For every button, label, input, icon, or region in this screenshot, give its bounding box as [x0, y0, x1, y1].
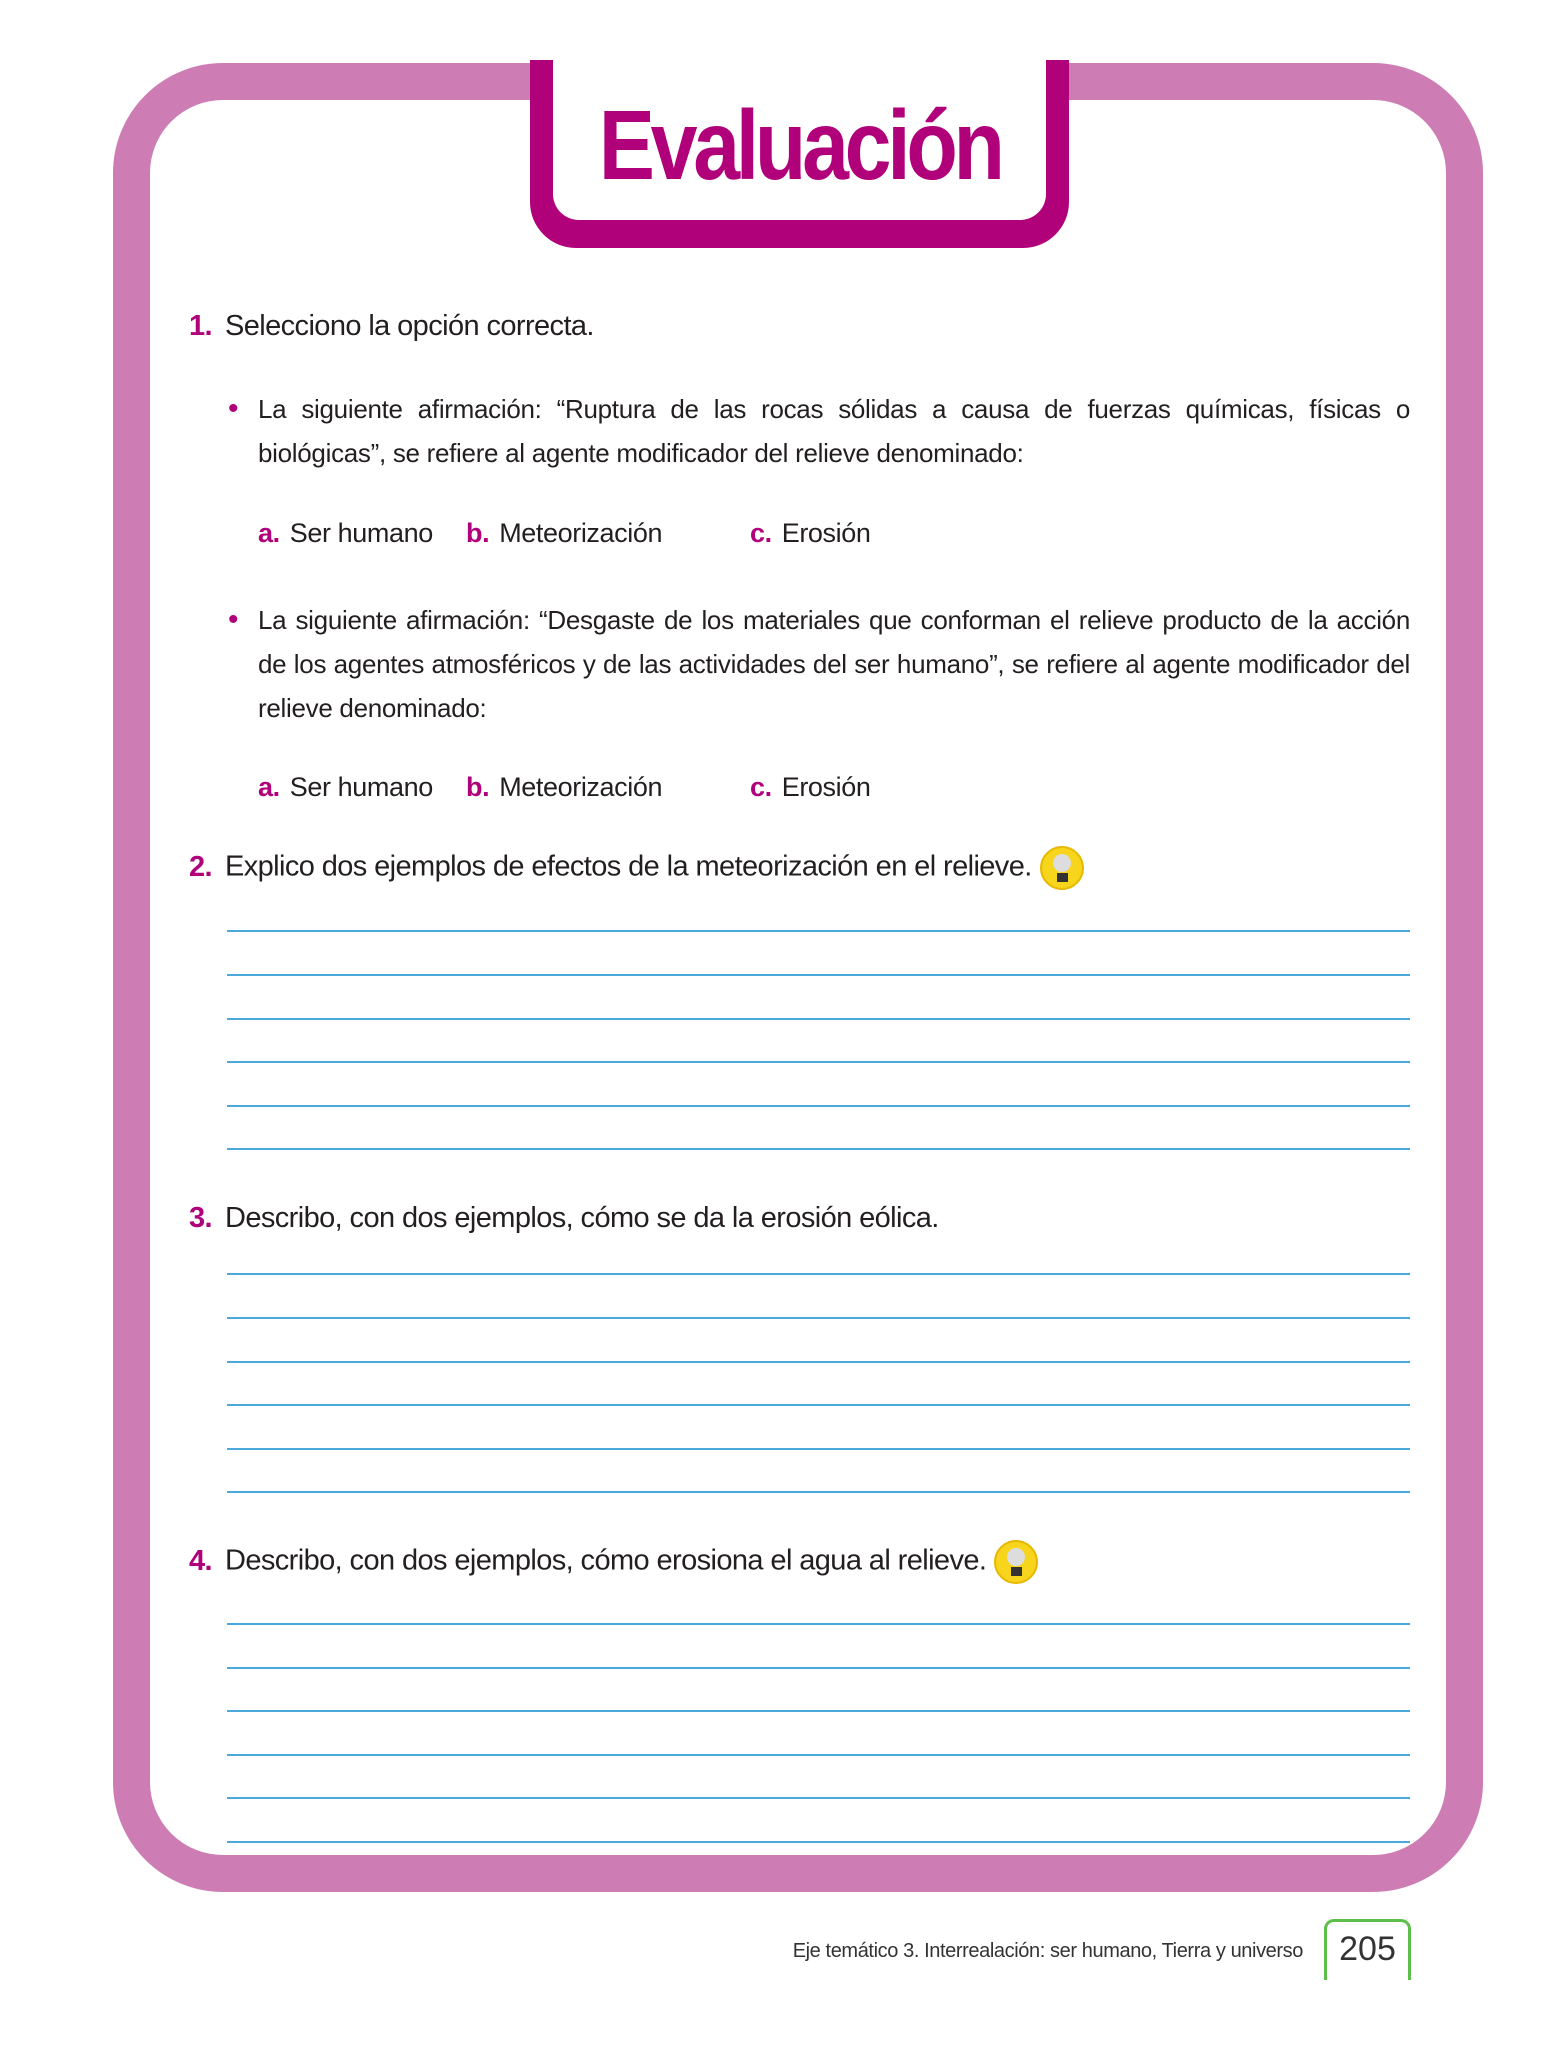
option-a[interactable] [258, 772, 433, 803]
option-c[interactable] [750, 518, 870, 549]
answer-line[interactable] [227, 1841, 1410, 1843]
bullet-icon: • [228, 603, 239, 636]
answer-line[interactable] [227, 1361, 1410, 1363]
answer-line[interactable] [227, 1448, 1410, 1450]
question-number: 1. [189, 310, 212, 342]
answer-line[interactable] [227, 1491, 1410, 1493]
question-number: 4. [189, 1544, 212, 1577]
option-label: Meteorización [499, 518, 663, 548]
option-b[interactable] [466, 518, 662, 549]
option-letter: b. [466, 772, 490, 802]
option-label: Erosión [781, 518, 871, 548]
item-text: La siguiente afirmación: “Desgaste de los materiales que conforman el relieve producto de la acción de los agentes atmosféricos y de las actividades del ser humano”, se refiere al agente modificador del relieve denominado: [258, 605, 1410, 723]
item-1 [228, 387, 1410, 475]
question-text: Describo, con dos ejemplos, cómo erosiona el agua al relieve. [225, 1544, 987, 1577]
question-text: Selecciono la opción correcta. [225, 310, 594, 342]
answer-line[interactable] [227, 1317, 1410, 1319]
option-label: Ser humano [289, 518, 433, 548]
answer-line[interactable] [227, 1018, 1410, 1020]
answer-line[interactable] [227, 1623, 1410, 1625]
option-letter: b. [466, 518, 490, 548]
option-label: Erosión [781, 772, 871, 802]
option-letter: a. [258, 518, 280, 548]
answer-line[interactable] [227, 1061, 1410, 1063]
question-text: Describo, con dos ejemplos, cómo se da la erosión eólica. [225, 1202, 939, 1234]
answer-line[interactable] [227, 1105, 1410, 1107]
item-text: La siguiente afirmación: “Ruptura de las rocas sólidas a causa de fuerzas químicas, físicas o biológicas”, se refiere al agente modificador del relieve denominado: [258, 394, 1410, 468]
answer-line[interactable] [227, 1148, 1410, 1150]
lightbulb-icon [1040, 846, 1084, 890]
option-b[interactable] [466, 772, 662, 803]
option-label: Meteorización [499, 772, 663, 802]
question-text: Explico dos ejemplos de efectos de la meteorización en el relieve. [225, 850, 1032, 883]
question-number: 2. [189, 850, 212, 883]
question-1 [189, 310, 594, 343]
lightbulb-icon [994, 1540, 1038, 1584]
answer-line[interactable] [227, 1797, 1410, 1799]
answer-line[interactable] [227, 974, 1410, 976]
answer-line[interactable] [227, 1667, 1410, 1669]
question-3 [189, 1202, 939, 1235]
answer-line[interactable] [227, 1404, 1410, 1406]
option-c[interactable] [750, 772, 870, 803]
option-letter: a. [258, 772, 280, 802]
bullet-icon: • [228, 392, 239, 425]
page-title: Evaluación [598, 89, 1001, 200]
option-letter: c. [750, 518, 772, 548]
title-tab [530, 60, 1069, 248]
footer-text: Eje temático 3. Interrealación: ser humano, Tierra y universo [792, 1940, 1303, 1962]
question-number: 3. [189, 1202, 212, 1234]
option-label: Ser humano [289, 772, 433, 802]
page-number: 205 [1324, 1919, 1411, 1980]
question-2 [189, 846, 1084, 890]
question-4 [189, 1540, 1038, 1584]
answer-line[interactable] [227, 1273, 1410, 1275]
option-letter: c. [750, 772, 772, 802]
option-a[interactable] [258, 518, 433, 549]
answer-line[interactable] [227, 930, 1410, 932]
answer-line[interactable] [227, 1754, 1410, 1756]
item-2 [228, 598, 1410, 730]
answer-line[interactable] [227, 1710, 1410, 1712]
